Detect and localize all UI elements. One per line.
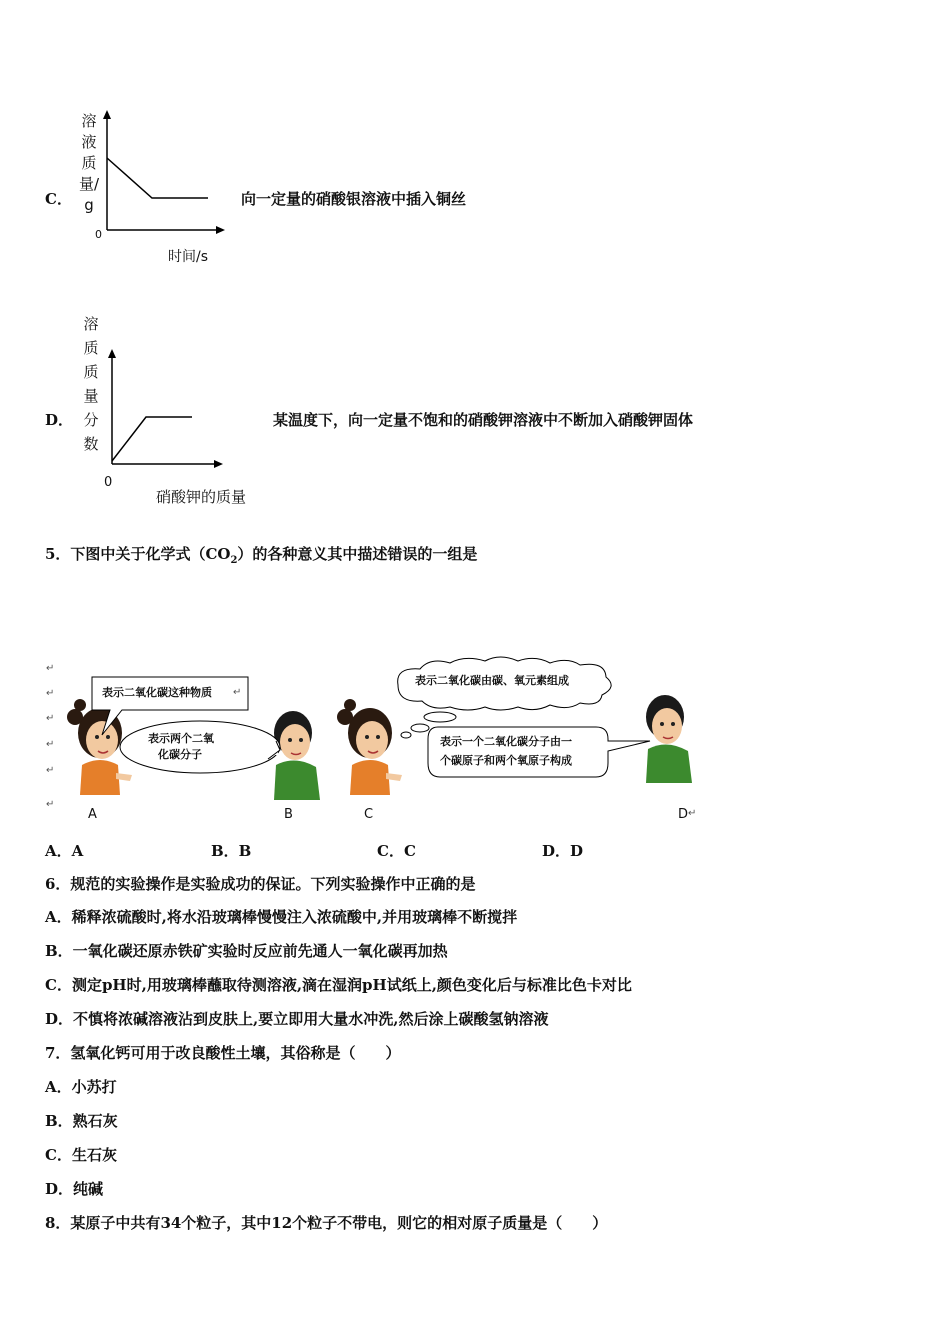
graph-c-line: [107, 158, 208, 198]
return-mark: ↵: [233, 687, 242, 698]
q5-stem: 5．下图中关于化学式$(CO_2)$的各种意义其中描述错误的一组是: [45, 545, 478, 566]
girl-c-figure: [337, 699, 402, 795]
graph-d-ylabel: 溶质质量分数: [83, 315, 99, 453]
bubble-d-text-2: 个碳原子和两个氧原子构成: [440, 754, 572, 767]
graph-d-x-arrow: [214, 460, 223, 468]
q5-figure-drawing: [40, 655, 720, 830]
figure-label-d: D: [678, 807, 689, 822]
figure-label-b: B: [284, 807, 293, 822]
thought-dot: [424, 712, 456, 722]
return-mark: ↵: [46, 739, 55, 750]
return-mark: ↵: [46, 688, 55, 699]
q6-option-d[interactable]: D．不慎将浓碱溶液沾到皮肤上,要立即用大量水冲洗,然后涂上碳酸氢钠溶液: [45, 1010, 549, 1028]
q5-option-d[interactable]: D．D: [542, 842, 584, 860]
q5-figure: [40, 655, 720, 830]
bubble-b-text-2: 化碳分子: [158, 748, 202, 761]
option-c-label: C．: [45, 190, 72, 208]
bubble-a-text: 表示二氧化碳这种物质: [102, 686, 212, 699]
q6-option-b[interactable]: B．一氧化碳还原赤铁矿实验时反应前先通人一氧化碳再加热: [45, 942, 448, 960]
q5-option-b[interactable]: B．B: [211, 842, 252, 860]
q5-option-c[interactable]: C．C: [377, 842, 416, 860]
q7-option-c[interactable]: C．生石灰: [45, 1146, 117, 1164]
bubble-d-text-1: 表示一个二氧化碳分子由一: [440, 735, 572, 748]
graph-d-chart: [104, 346, 229, 471]
boy-d-figure: [646, 695, 692, 783]
graph-c-origin: 0: [95, 228, 102, 241]
graph-c-y-arrow: [103, 110, 111, 119]
boy-b-figure: [274, 711, 320, 800]
q7-option-d[interactable]: D．纯碱: [45, 1180, 104, 1198]
graph-d-xlabel: 硝酸钾的质量: [156, 488, 247, 506]
q6-option-c[interactable]: C．测定pH时,用玻璃棒蘸取待测溶液,滴在湿润pH试纸上,颜色变化后与标准比色卡对比: [45, 976, 632, 994]
option-c-desc: 向一定量的硝酸银溶液中插入铜丝: [241, 190, 467, 208]
return-mark: ↵: [688, 808, 697, 819]
q8-stem: 8．某原子中共有34个粒子，其中12个粒子不带电，则它的相对原子质量是（ ）: [45, 1214, 608, 1232]
q7-option-a[interactable]: A．小苏打: [45, 1078, 117, 1096]
thought-dot: [411, 724, 429, 732]
q6-option-a[interactable]: A．稀释浓硫酸时,将水沿玻璃棒慢慢注入浓硫酸中,并用玻璃棒不断搅拌: [45, 908, 518, 926]
return-mark: ↵: [46, 663, 55, 674]
bubble-b-text-1: 表示两个二氧: [148, 732, 214, 745]
figure-label-c: C: [364, 807, 374, 822]
figure-label-a: A: [88, 807, 97, 822]
return-mark: ↵: [46, 799, 55, 810]
graph-d-origin: 0: [104, 475, 113, 490]
graph-c-x-arrow: [216, 226, 225, 234]
return-mark: ↵: [46, 713, 55, 724]
option-d-desc: 某温度下，向一定量不饱和的硝酸钾溶液中不断加入硝酸钾固体: [273, 411, 694, 429]
bubble-c-text: 表示二氧化碳由碳、氧元素组成: [415, 674, 569, 687]
option-d-label: D．: [45, 411, 74, 429]
return-mark: ↵: [46, 765, 55, 776]
q7-option-b[interactable]: B．熟石灰: [45, 1112, 118, 1130]
graph-c-chart: [96, 108, 226, 238]
graph-c-ylabel: 溶液质量/g: [79, 112, 100, 214]
q5-option-a[interactable]: A．A: [45, 842, 84, 860]
q7-stem: 7．氢氧化钙可用于改良酸性土壤，其俗称是（ ）: [45, 1044, 401, 1062]
graph-d-line: [112, 417, 192, 461]
q6-stem: 6．规范的实验操作是实验成功的保证。下列实验操作中正确的是: [45, 875, 476, 893]
graph-d-y-arrow: [108, 349, 116, 358]
thought-dot: [401, 732, 411, 738]
graph-c-xlabel: 时间/s: [168, 249, 209, 265]
